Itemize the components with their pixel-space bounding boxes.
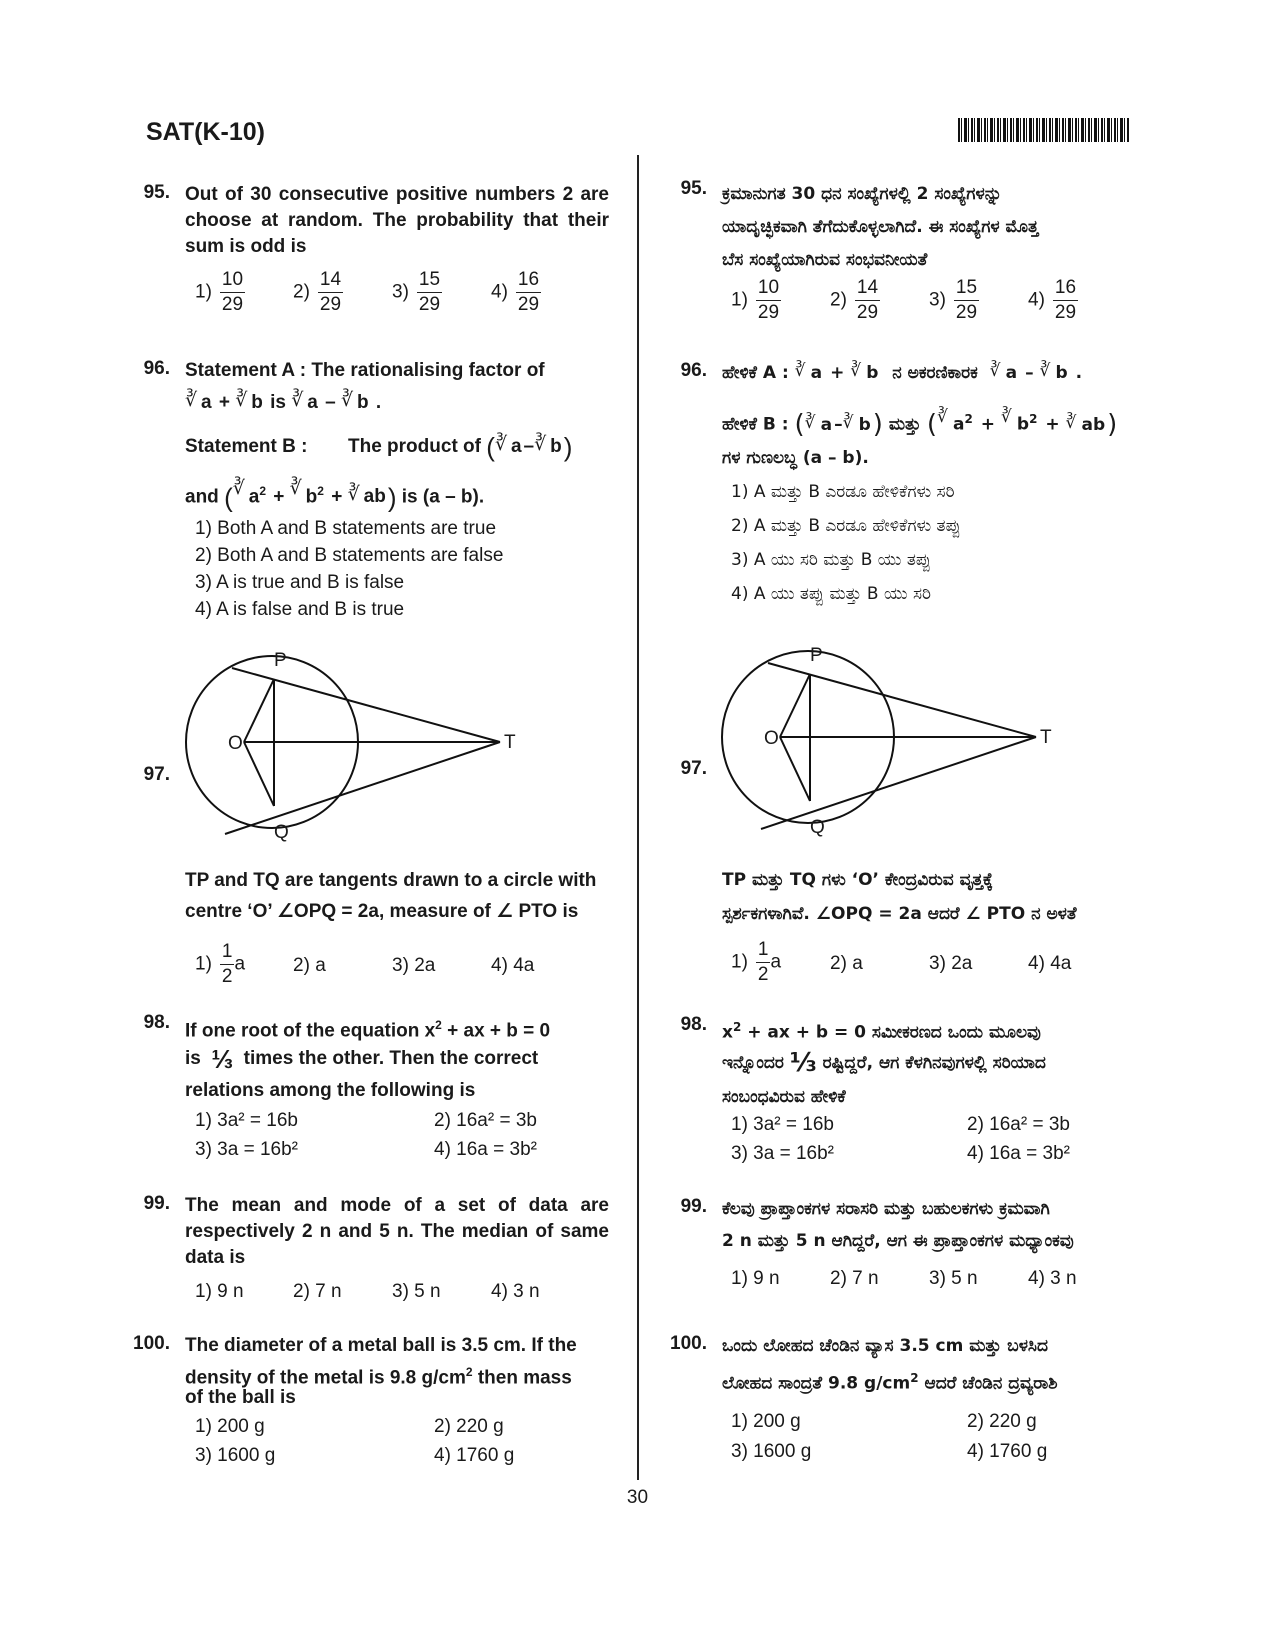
kn-q97-line1: TP ಮತ್ತು TQ ಗಳು ‘O’ ಕೇಂದ್ರವಿರುವ ವೃತ್ತಕ್ಕೆ (722, 870, 993, 890)
q96-option-4: 4) A is false and B is true (195, 599, 405, 620)
q100-option-2: 2) 220 g (434, 1416, 504, 1437)
kn-q95-option-1: 1) $\frac{10}{29}$ (731, 277, 780, 323)
kn-q95-line1: ಕ್ರಮಾನುಗತ 30 ಧನ ಸಂಖ್ಯೆಗಳಲ್ಲಿ 2 ಸಂಖ್ಯೆಗಳನ್ನು (722, 184, 1002, 204)
q99-option-4: 4) 3 n (491, 1281, 540, 1302)
kn-q96-number: 96. (680, 360, 707, 381)
q96-statement-b-label: Statement B : (185, 436, 308, 457)
kn-q97-option-3: 3) 2a (929, 953, 973, 974)
q97-text-line2: centre ‘O’ ∠OPQ = 2a, measure of ∠ PTO is (185, 901, 579, 922)
kn-q95-option-3: 3) $\frac{15}{29}$ (929, 277, 978, 323)
kn-q100-option-2: 2) 220 g (967, 1411, 1037, 1432)
q95-option-3: 3) $\frac{15}{29}$ (392, 269, 441, 315)
kn-q98-option-1: 1) 3a² = 16b (731, 1114, 834, 1135)
kn-point-q-label: Q (810, 817, 825, 838)
kn-point-o-label: O (764, 728, 779, 749)
q100-option-4: 4) 1760 g (434, 1445, 515, 1466)
kn-q99-option-2: 2) 7 n (830, 1268, 879, 1289)
q98-option-4: 4) 16a = 3b² (434, 1139, 537, 1160)
kn-point-t-label: T (1040, 727, 1052, 748)
kn-q99-number: 99. (680, 1196, 707, 1217)
q97-option-2: 2) a (293, 955, 326, 976)
kn-q95-option-4: 4) $\frac{16}{29}$ (1028, 277, 1077, 323)
q96-option-3: 3) A is true and B is false (195, 572, 405, 593)
kn-q97-line2: ಸ್ಪರ್ಶಕಗಳಾಗಿವೆ. ∠OPQ = 2a ಆದರೆ ∠ PTO ನ ಅಳತೆ (722, 904, 1077, 924)
q97-option-1: 1) $\frac{1}{2}$ a (195, 941, 246, 987)
kn-q95-line2: ಯಾದೃಚ್ಛಿಕವಾಗಿ ತೆಗೆದುಕೊಳ್ಳಲಾಗಿದೆ. ಈ ಸಂಖ್ಯೆಗಳ ಮೊತ್ತ (722, 217, 1039, 237)
q98-text-line2: is ⅓ times the other. Then the correct (185, 1044, 539, 1074)
q100-text-line3: of the ball is (185, 1387, 296, 1408)
kn-q97-option-4: 4) 4a (1028, 953, 1072, 974)
kn-q96-option-2: 2) A ಮತ್ತು B ಎರಡೂ ಹೇಳಿಕೆಗಳು ತಪ್ಪು (731, 516, 961, 536)
q97-diagram (170, 650, 530, 850)
kn-q98-option-4: 4) 16a = 3b² (967, 1143, 1070, 1164)
q95-option-2: 2) $\frac{14}{29}$ (293, 269, 342, 315)
kn-q96-option-1: 1) A ಮತ್ತು B ಎರಡೂ ಹೇಳಿಕೆಗಳು ಸರಿ (731, 482, 955, 502)
kn-q95-option-2: 2) $\frac{14}{29}$ (830, 277, 879, 323)
q98-option-2: 2) 16a² = 3b (434, 1110, 537, 1131)
kn-q98-option-2: 2) 16a² = 3b (967, 1114, 1070, 1135)
kn-q96-statement-a: ಹೇಳಿಕೆ A : ∛ a + ∛ b ನ ಅಕರಣಿಕಾರಕ ∛ a – ∛ b . (722, 360, 1082, 386)
kn-q100-option-3: 3) 1600 g (731, 1441, 812, 1462)
q100-text-line2: density of the metal is 9.8 $g/cm^2$ then mass (185, 1365, 572, 1389)
kn-q99-option-3: 3) 5 n (929, 1268, 978, 1289)
q95-option-4: 4) $\frac{16}{29}$ (491, 269, 540, 315)
point-t-label: T (504, 732, 516, 753)
q96-statement-b-text: The product of (∛ a –∛ b) (348, 434, 572, 460)
page-number: 30 (626, 1487, 649, 1508)
kn-q100-option-4: 4) 1760 g (967, 1441, 1048, 1462)
point-p-label: P (274, 650, 287, 671)
q97-option-4: 4) 4a (491, 955, 535, 976)
kn-q98-line1: $x^2$ + ax + b = 0 ಸಮೀಕರಣದ ಒಂದು ಮೂಲವು (722, 1020, 1041, 1043)
q96-statement-a-expr: ∛ a + ∛ b is ∛ a – ∛ b . (185, 390, 609, 416)
q99-number: 99. (143, 1193, 170, 1214)
kn-q98-line3: ಸಂಬಂಧವಿರುವ ಹೇಳಿಕೆ (722, 1087, 846, 1107)
kn-q100-line2: ಲೋಹದ ಸಾಂದ್ರತೆ 9.8 $g/cm^2$ ಆದರೆ ಚೆಂಡಿನ ದ್ರವ್ಯರಾಶಿ (722, 1371, 1058, 1394)
kn-q100-option-1: 1) 200 g (731, 1411, 801, 1432)
kn-q97-option-2: 2) a (830, 953, 863, 974)
q96-number: 96. (143, 358, 170, 379)
kn-q100-number: 100. (670, 1333, 707, 1354)
kn-q97-option-1: 1) $\frac{1}{2}$ a (731, 939, 782, 985)
kn-q96-option-3: 3) A ಯು ಸರಿ ಮತ್ತು B ಯು ತಪ್ಪು (731, 550, 931, 570)
q100-number: 100. (133, 1333, 170, 1354)
q96-option-2: 2) Both A and B statements are false (195, 545, 504, 566)
kn-q98-line2: ಇನ್ನೊಂದರ ⅓ ರಷ್ಟಿದ್ದರೆ, ಆಗ ಕೆಳಗಿನವುಗಳಲ್ಲಿ ಸರಿಯಾದ (722, 1048, 1046, 1078)
kn-q99-line2: 2 n ಮತ್ತು 5 n ಆಗಿದ್ದರೆ, ಆಗ ಈ ಪ್ರಾಪ್ತಾಂಕಗಳ ಮಧ್ಯಾಂಕವು (722, 1231, 1074, 1251)
q100-option-1: 1) 200 g (195, 1416, 265, 1437)
page-header-title: SAT(K-10) (146, 118, 265, 146)
q97-option-3: 3) 2a (392, 955, 436, 976)
q96-statement-b-expr: and (∛ $a^2$ + ∛ $b^2$ + ∛ ab) is (a – b). (185, 478, 484, 510)
q100-text-line1: The diameter of a metal ball is 3.5 cm. If the (185, 1335, 577, 1356)
kn-q99-line1: ಕೆಲವು ಪ್ರಾಪ್ತಾಂಕಗಳ ಸರಾಸರಿ ಮತ್ತು ಬಹುಲಕಗಳು ಕ್ರಮವಾಗಿ (722, 1199, 1050, 1219)
q98-text-line3: relations among the following is (185, 1080, 476, 1101)
q99-text: The mean and mode of a set of data are respectively 2 n and 5 n. The median of same data is (185, 1195, 609, 1268)
kn-q95-line3: ಬೆಸ ಸಂಖ್ಯೆಯಾಗಿರುವ ಸಂಭವನೀಯತೆ (722, 250, 928, 270)
kn-q99-option-1: 1) 9 n (731, 1268, 780, 1289)
column-divider (637, 155, 639, 1480)
kn-q99-option-4: 4) 3 n (1028, 1268, 1077, 1289)
kn-q97-number: 97. (680, 758, 707, 779)
q98-text-line1: If one root of the equation $x^2$ + ax + b = 0 (185, 1018, 551, 1042)
q99-option-2: 2) 7 n (293, 1281, 342, 1302)
q98-option-1: 1) 3a² = 16b (195, 1110, 298, 1131)
kn-q98-option-3: 3) 3a = 16b² (731, 1143, 834, 1164)
kn-q100-line1: ಒಂದು ಲೋಹದ ಚೆಂಡಿನ ವ್ಯಾಸ 3.5 cm ಮತ್ತು ಬಳಸಿದ (722, 1336, 1048, 1356)
q98-option-3: 3) 3a = 16b² (195, 1139, 298, 1160)
q96-option-1: 1) Both A and B statements are true (195, 518, 497, 539)
kn-q98-number: 98. (680, 1014, 707, 1035)
kn-q97-diagram (706, 645, 1066, 845)
q96-statement-a: Statement A : The rationalising factor of (185, 360, 545, 381)
kn-point-p-label: P (810, 645, 823, 666)
kn-q96-statement-b: ಹೇಳಿಕೆ B : (∛ a –∛ b) ಮತ್ತು (∛ $a^2$ + ∛ $b^2$ + ∛ ab) (722, 406, 1117, 438)
q99-option-3: 3) 5 n (392, 1281, 441, 1302)
q99-option-1: 1) 9 n (195, 1281, 244, 1302)
point-q-label: Q (274, 822, 289, 843)
q95-option-1: 1) $\frac{10}{29}$ (195, 269, 244, 315)
q97-text-line1: TP and TQ are tangents drawn to a circle with (185, 870, 597, 891)
kn-q96-result: ಗಳ ಗುಣಲಬ್ಧ (a – b). (722, 448, 869, 468)
q97-number: 97. (143, 764, 170, 785)
kn-q95-number: 95. (680, 178, 707, 199)
point-o-label: O (228, 733, 243, 754)
barcode-icon (958, 118, 1130, 142)
q98-number: 98. (143, 1012, 170, 1033)
q100-option-3: 3) 1600 g (195, 1445, 276, 1466)
q95-text: Out of 30 consecutive positive numbers 2 are choose at random. The probability that their sum is odd is (185, 184, 609, 257)
kn-q96-option-4: 4) A ಯು ತಪ್ಪು ಮತ್ತು B ಯು ಸರಿ (731, 584, 931, 604)
q95-number: 95. (143, 182, 170, 203)
